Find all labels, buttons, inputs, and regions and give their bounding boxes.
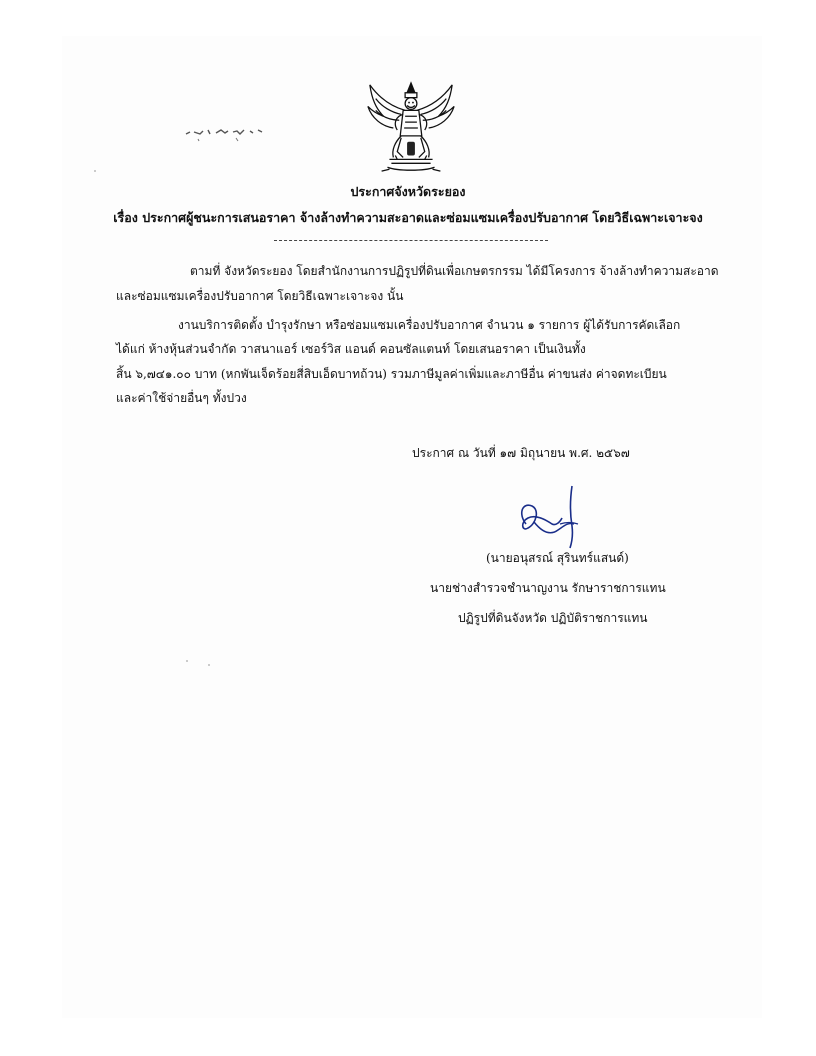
scan-speck <box>94 170 96 172</box>
signer-position: ปฏิรูปที่ดินจังหวัด ปฏิบัติราชการแทน <box>458 611 648 625</box>
body-line: สิ้น ๖,๗๔๑.๐๐ บาท (หกพันเจ็ดร้อยสี่สิบเอ็ดบาทถ้วน) รวมภาษีมูลค่าเพิ่มและภาษีอื่น ค่าขนส่ง ค่าจดทะเบียน <box>116 367 667 381</box>
scan-smudge <box>178 120 278 144</box>
scan-speck <box>208 664 210 666</box>
garuda-emblem-icon <box>362 80 460 180</box>
dashed-divider <box>274 240 548 241</box>
document-title: ประกาศจังหวัดระยอง <box>350 184 466 199</box>
body-line: ได้แก่ ห้างหุ้นส่วนจำกัด วาสนาแอร์ เซอร์วิส แอนด์ คอนซัลแตนท์ โดยเสนอราคา เป็นเงินทั้ง <box>116 342 586 356</box>
signer-name: (นายอนุสรณ์ สุรินทร์แสนด์) <box>486 551 629 565</box>
body-line: และซ่อมแซมเครื่องปรับอากาศ โดยวิธีเฉพาะเจาะจง นั้น <box>116 289 404 303</box>
scan-speck <box>186 660 188 662</box>
signer-position: นายช่างสำรวจชำนาญงาน รักษาราชการแทน <box>430 581 666 595</box>
document-subject: เรื่อง ประกาศผู้ชนะการเสนอราคา จ้างล้างทำความสะอาดและซ่อมแซมเครื่องปรับอากาศ โดยวิธีเฉพาะเจาะจง <box>113 210 703 225</box>
body-line: งานบริการติดตั้ง บำรุงรักษา หรือซ่อมแซมเครื่องปรับอากาศ จำนวน ๑ รายการ ผู้ได้รับการคัดเลือก <box>178 318 681 332</box>
body-line: ตามที่ จังหวัดระยอง โดยสำนักงานการปฏิรูปที่ดินเพื่อเกษตรกรรม ได้มีโครงการ จ้างล้างทำความสะอาด <box>190 264 719 278</box>
body-line: และค่าใช้จ่ายอื่นๆ ทั้งปวง <box>116 391 247 405</box>
announcement-date: ประกาศ ณ วันที่ ๑๗ มิถุนายน พ.ศ. ๒๕๖๗ <box>412 446 630 460</box>
handwritten-signature <box>512 484 592 550</box>
